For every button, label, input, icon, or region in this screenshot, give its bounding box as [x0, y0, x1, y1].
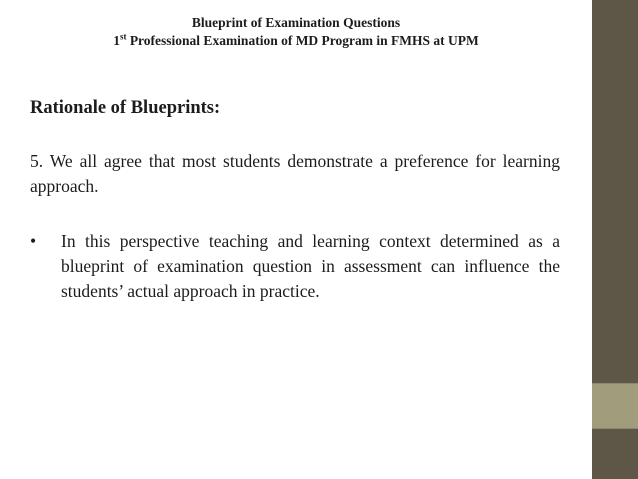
side-divider-bottom [592, 428, 638, 429]
header-ordinal-suffix: st [119, 31, 127, 42]
side-accent-block [592, 384, 638, 428]
section-heading: Rationale of Blueprints: [30, 98, 221, 118]
header-subtitle [0, 32, 592, 50]
header-ordinal-number: 1 [113, 33, 120, 48]
bullet-item [30, 229, 560, 304]
point-paragraph: 5. We all agree that most students demonstrate a preference for learning approach. [30, 151, 560, 196]
slide-header [0, 14, 592, 50]
header-subtitle-text: Professional Examination of MD Program in FMHS at UPM [126, 33, 479, 48]
bullet-marker: • [30, 231, 37, 251]
header-title: Blueprint of Examination Questions [191, 15, 401, 30]
bullet-text: In this perspective teaching and learning context determined as a blueprint of examination question in assessment can influence the students’ actual approach in practice. [61, 231, 560, 301]
